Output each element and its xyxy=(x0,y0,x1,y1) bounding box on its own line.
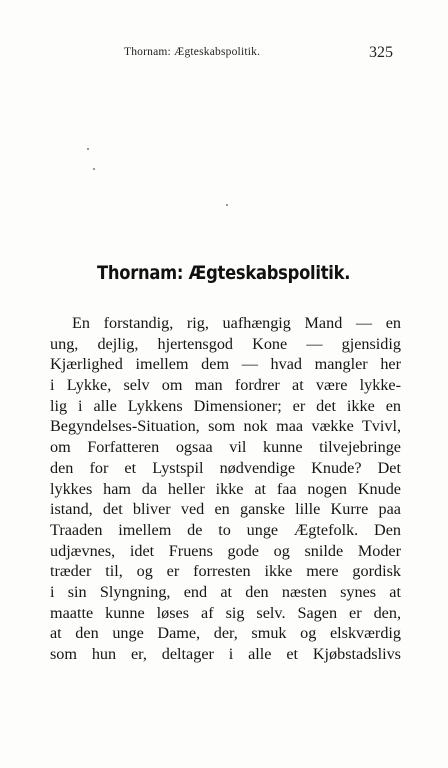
page-number: 325 xyxy=(369,44,393,61)
chapter-title: Thornam: Ægteskabspolitik. xyxy=(96,262,351,284)
text-line: Traaden imellem de to unge Ægtefolk. Den xyxy=(50,520,401,539)
running-header xyxy=(0,44,448,64)
text-line: maatte kunne løses af sig selv. Sagen er den, xyxy=(50,603,401,622)
text-line: En forstandig, rig, uafhængig Mand — en xyxy=(72,314,401,332)
text-line: ung, dejlig, hjertensgod Kone — gjensidig xyxy=(50,334,401,353)
text-line: som hun er, deltager i alle et Kjøbstadslivs xyxy=(50,645,401,663)
text-line: om Forfatteren ogsaa vil kunne tilvejebringe xyxy=(50,438,401,457)
text-line: udjævnes, idet Fruens gode og snilde Moder xyxy=(50,541,401,560)
text-line: Begyndelses-Situation, som nok maa vække Tvivl, xyxy=(50,417,401,436)
paper-speck xyxy=(87,148,89,150)
text-line: Kjærlighed imellem dem — hvad mangler her xyxy=(50,355,401,374)
text-line: lig i alle Lykkens Dimensioner; er det ikke en xyxy=(50,396,401,415)
text-line: i Lykke, selv om man fordrer at være lykke- xyxy=(50,376,401,395)
paper-speck xyxy=(93,168,95,170)
text-line: at den unge Dame, der, smuk og elskværdig xyxy=(50,624,401,643)
text-line: træder til, og er forresten ikke mere gordisk xyxy=(50,562,401,581)
body-text xyxy=(50,313,401,665)
text-line: istand, det bliver ved en ganske lille Kurre paa xyxy=(50,500,401,519)
text-line: i sin Slyngning, end at den næsten synes at xyxy=(50,582,401,601)
text-line: lykkes ham da heller ikke at faa nogen Knude xyxy=(50,479,401,498)
paper-speck xyxy=(226,204,228,206)
text-line: den for et Lystspil nødvendige Knude? Det xyxy=(50,458,401,477)
running-title: Thornam: Ægteskabspolitik. xyxy=(124,46,261,58)
